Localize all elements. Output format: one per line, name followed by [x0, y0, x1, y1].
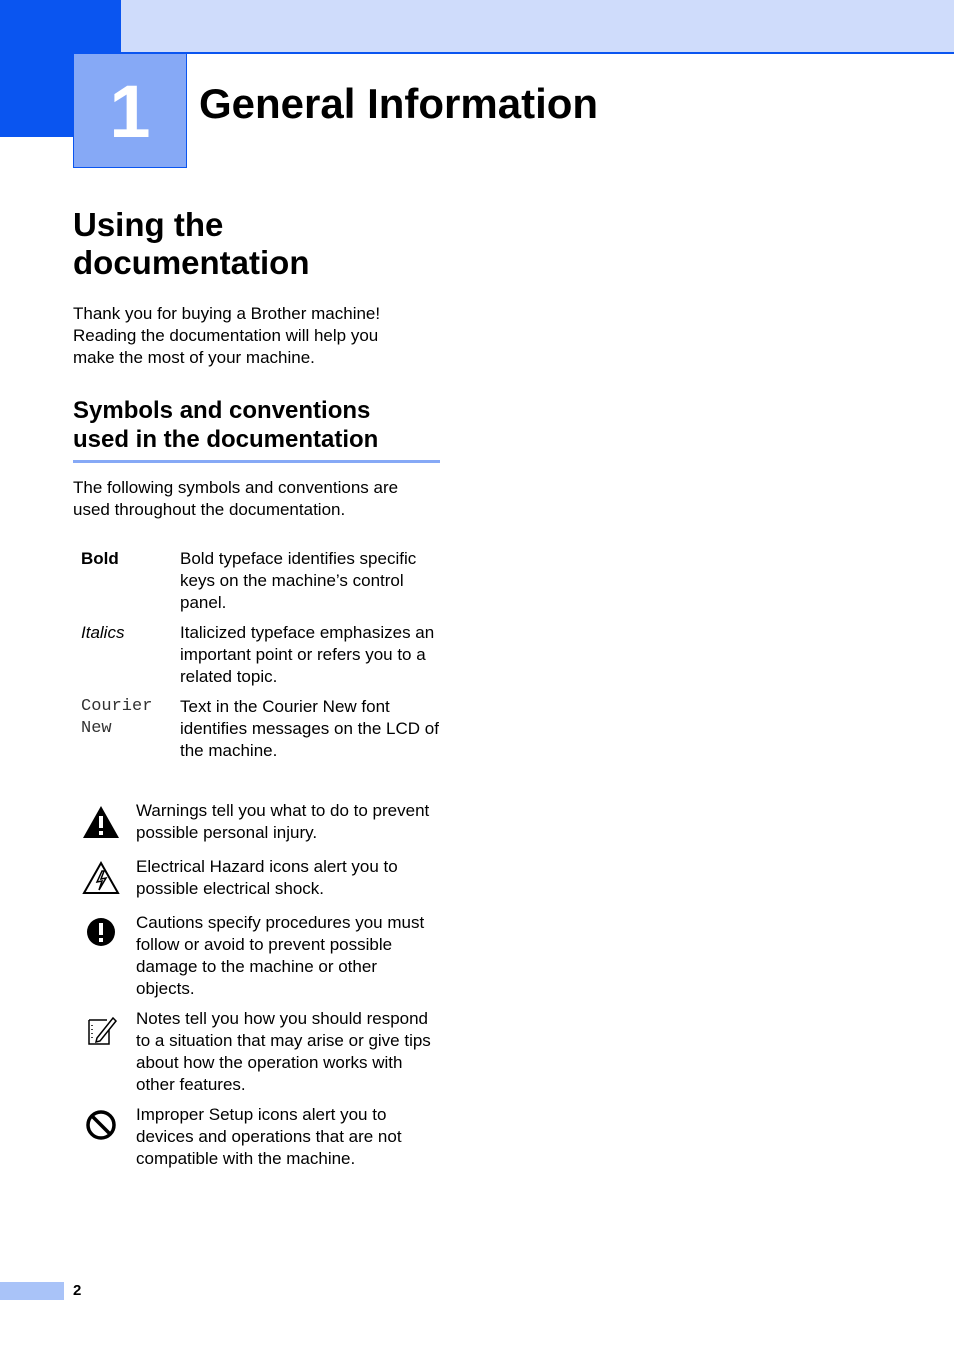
convention-term: Courier New	[81, 697, 153, 738]
subsection-line: The following symbols and conventions are	[73, 478, 399, 497]
note-icon	[78, 1008, 123, 1056]
improper-setup-icon	[78, 1104, 123, 1152]
section-title-line2: documentation	[73, 244, 310, 281]
footer-accent-bar	[0, 1282, 64, 1300]
warning-icon	[78, 800, 123, 848]
conventions-table	[73, 548, 443, 770]
subsection-title	[73, 396, 440, 463]
convention-description: Bold typeface identifies specific keys on the machine’s control panel.	[180, 549, 417, 612]
subsection-title-line2: used in the documentation	[73, 426, 379, 453]
subsection-title-line1: Symbols and conventions	[73, 397, 371, 424]
intro-line: make the most of your machine.	[73, 348, 315, 367]
convention-row-bold	[73, 548, 443, 622]
symbol-description: Warnings tell you what to do to prevent possible personal injury.	[136, 801, 430, 842]
symbol-description: Notes tell you how you should respond to a situation that may arise or give tips about how the operation works with other features.	[136, 1009, 431, 1094]
symbol-row-improper-setup	[78, 1104, 438, 1170]
symbol-row-note	[78, 1008, 438, 1096]
subsection-paragraph	[73, 477, 443, 521]
chapter-title: General Information	[199, 80, 599, 127]
intro-line: Reading the documentation will help you	[73, 326, 379, 345]
convention-term: Bold	[81, 549, 119, 568]
caution-icon	[78, 912, 123, 960]
header-band	[121, 0, 954, 54]
symbol-description: Cautions specify procedures you must follow or avoid to prevent possible damage to the machine or other objects.	[136, 913, 425, 998]
symbol-row-electrical	[78, 856, 438, 904]
convention-term: Italics	[81, 623, 125, 642]
symbol-row-caution	[78, 912, 438, 1000]
subsection-line: used throughout the documentation.	[73, 500, 346, 519]
convention-description: Text in the Courier New font identifies messages on the LCD of the machine.	[180, 697, 439, 760]
electrical-hazard-icon	[78, 856, 123, 904]
symbol-description: Improper Setup icons alert you to devices and operations that are not compatible with the machine.	[136, 1105, 402, 1168]
chapter-number: 1	[109, 70, 151, 153]
intro-line: Thank you for buying a Brother machine!	[73, 304, 381, 323]
chapter-number-box	[73, 53, 187, 168]
section-title-line1: Using the	[73, 206, 224, 243]
convention-row-italics	[73, 622, 443, 696]
symbol-description: Electrical Hazard icons alert you to possible electrical shock.	[136, 857, 398, 898]
symbols-list	[78, 800, 438, 1178]
intro-paragraph	[73, 303, 443, 369]
symbol-row-warning	[78, 800, 438, 848]
page-number: 2	[73, 1282, 82, 1299]
section-title	[73, 206, 453, 282]
convention-row-courier	[73, 696, 443, 770]
convention-description: Italicized typeface emphasizes an important point or refers you to a related topic.	[180, 623, 435, 686]
